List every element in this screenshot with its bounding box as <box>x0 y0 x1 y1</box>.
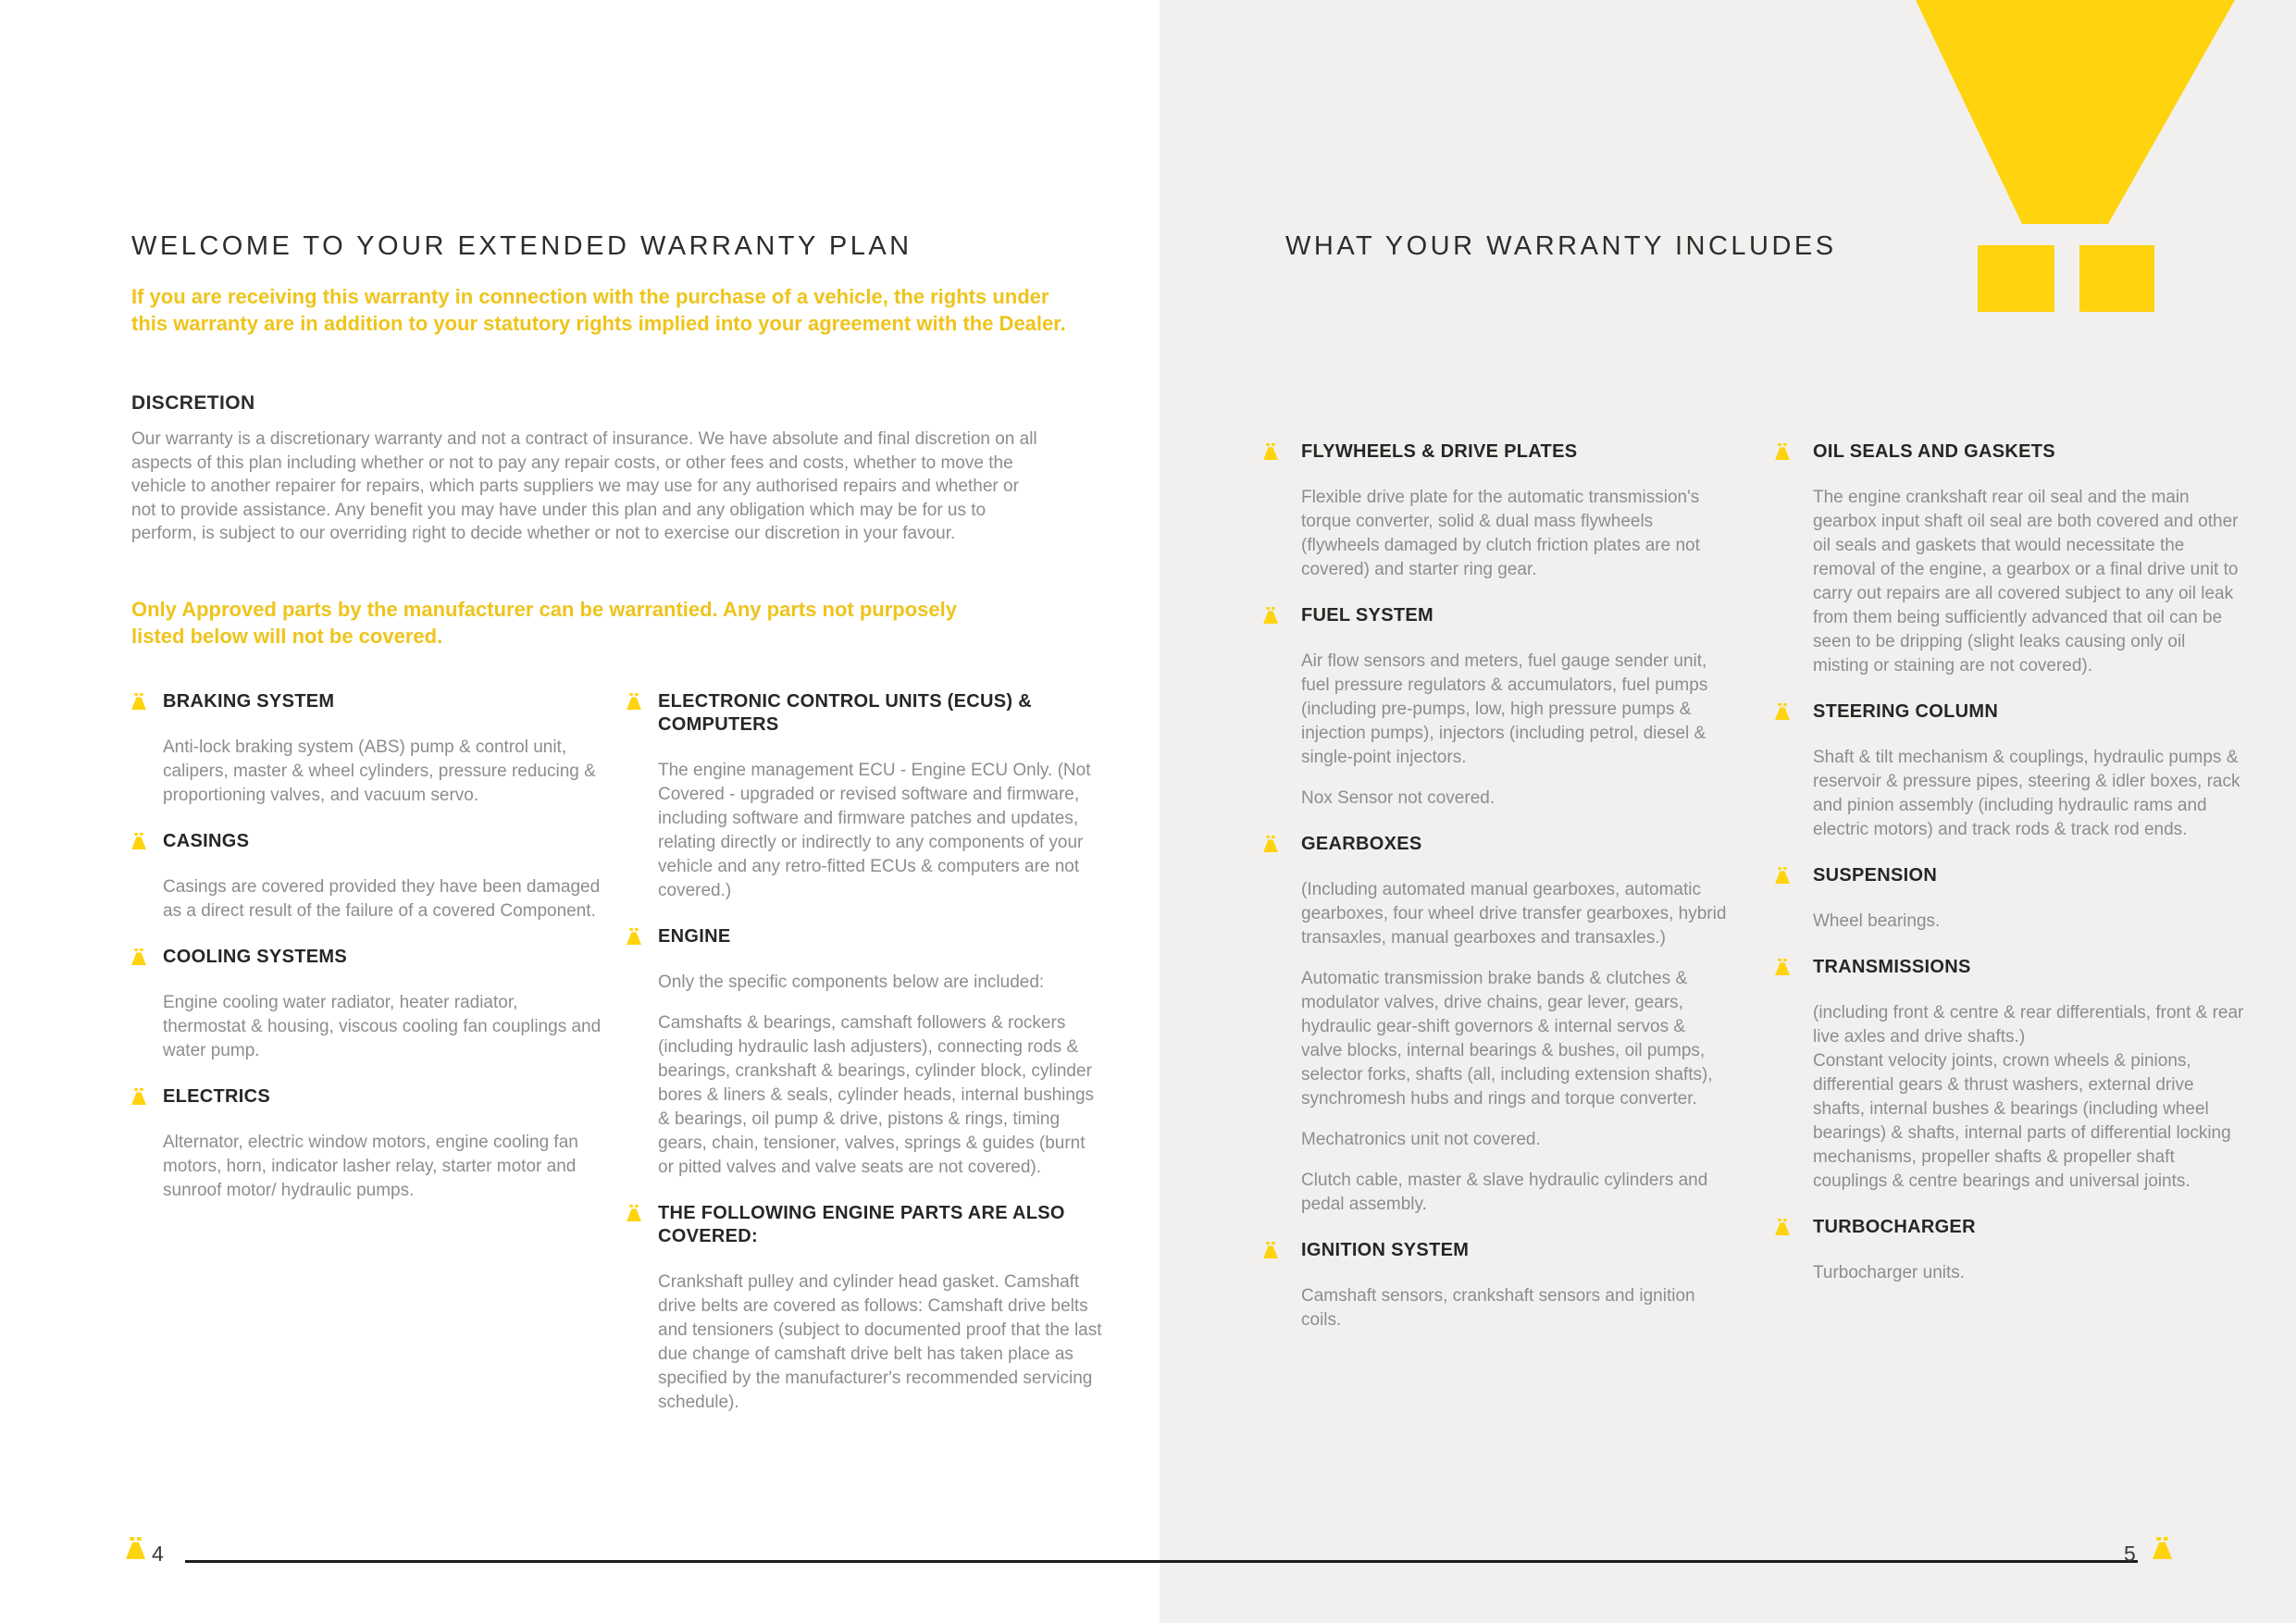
page-number-right: 5 <box>2124 1542 2136 1566</box>
right-page-title: WHAT YOUR WARRANTY INCLUDES <box>1285 231 1837 261</box>
brand-bullet-icon <box>131 946 163 1063</box>
item-paragraph: Casings are covered provided they have been damaged as a direct result of the failure of a covered Component. <box>163 877 601 921</box>
discretion-body: Our warranty is a discretionary warranty and not a contract of insurance. We have absolute and final discretion on all aspects of this plan including whether or not to pay any repair costs, or other fees and costs, whether to move the vehicle to another repairer for repairs, which parts suppliers we may use for any authorised repairs and whether or not to provide assistance. Any benefit you may have under this plan and any obligation which may be for us to perform, is subject to our overriding right to decide whether or not to exercise our discretion in your favour. <box>131 429 1037 543</box>
discretion-heading: DISCRETION <box>131 392 255 414</box>
brand-bullet-icon <box>131 690 163 808</box>
right-page-column-1 <box>1263 440 1731 1355</box>
item-paragraph: Wheel bearings. <box>1813 911 1941 931</box>
item-heading: COOLING SYSTEMS <box>163 947 347 967</box>
left-page-column-2 <box>627 690 1103 1437</box>
item-heading: SUSPENSION <box>1813 865 1938 886</box>
page-number-left: 4 <box>152 1542 164 1566</box>
item-paragraph: Air flow sensors and meters, fuel gauge sender unit, fuel pressure regulators & accumulators, fuel pumps (including pre-pumps, low, high pressure pumps & injection pumps), injectors (including petrol, diesel & single-point injectors. <box>1301 651 1708 767</box>
brand-bullet-icon <box>1263 1239 1301 1332</box>
warranty-item <box>131 946 602 1063</box>
item-paragraph: Engine cooling water radiator, heater radiator, thermostat & housing, viscous cooling fan couplings and water pump. <box>163 993 602 1060</box>
brand-bullet-icon <box>131 1085 163 1203</box>
item-paragraph: Camshafts & bearings, camshaft followers & rockers (including hydraulic lash adjusters), connecting rods & bearings, crankshaft & bearings, cylinder block, cylinder bores & liners & seals, cylinder heads, internal bushings & bearings, oil pump & drive, pistons & rings, timing gears, chain, tensioner, valves, springs & guides (burnt or pitted valves and valve seats are not covered). <box>658 1013 1095 1177</box>
item-heading: STEERING COLUMN <box>1813 701 1999 722</box>
item-paragraph: Clutch cable, master & slave hydraulic cylinders and pedal assembly. <box>1301 1171 1708 1214</box>
brand-bullet-icon <box>1263 604 1301 811</box>
intro-highlight-text: If you are receiving this warranty in connection with the purchase of a vehicle, the rights under this warranty are in addition to your statutory rights implied into your agreement with the Dealer. <box>131 285 1066 335</box>
item-heading: FUEL SYSTEM <box>1301 605 1433 626</box>
item-paragraph: Crankshaft pulley and cylinder head gasket. Camshaft drive belts are covered as follows: Camshaft drive belts and tensioners (subject to documented proof that the last due change of camshaft drive belt has taken place as specified by the manufacturer's recommended servicing schedule). <box>658 1272 1102 1412</box>
brand-bullet-icon <box>627 690 658 903</box>
item-heading: ENGINE <box>658 926 731 947</box>
brand-bullet-icon <box>1775 956 1813 1194</box>
item-heading: TRANSMISSIONS <box>1813 957 1971 977</box>
item-heading: IGNITION SYSTEM <box>1301 1240 1470 1260</box>
item-heading: TURBOCHARGER <box>1813 1217 1976 1237</box>
warranty-item <box>1263 1239 1731 1332</box>
item-paragraph: (including front & centre & rear differentials, front & rear live axles and drive shafts.) <box>1813 1003 2244 1047</box>
brand-bullet-icon <box>627 925 658 1180</box>
left-page-column-1 <box>131 690 602 1225</box>
brand-bullet-icon <box>627 1202 658 1415</box>
warranty-item <box>627 1202 1103 1415</box>
item-heading: ELECTRICS <box>163 1086 271 1107</box>
right-page-column-2 <box>1775 440 2245 1307</box>
brand-logo <box>1916 0 2235 312</box>
footer-rule <box>185 1560 2138 1563</box>
brand-bullet-icon <box>1775 864 1813 934</box>
item-paragraph: (Including automated manual gearboxes, automatic gearboxes, four wheel drive transfer gearboxes, hybrid transaxles, manual gearboxes and transaxles.) <box>1301 880 1727 948</box>
item-paragraph: Alternator, electric window motors, engine cooling fan motors, horn, indicator lasher relay, starter motor and sunroof motor/ hydraulic pumps. <box>163 1133 578 1200</box>
warranty-item <box>131 830 602 923</box>
item-heading: ELECTRONIC CONTROL UNITS (ECUS) & COMPUTERS <box>658 691 1032 735</box>
left-page-title: WELCOME TO YOUR EXTENDED WARRANTY PLAN <box>131 231 912 261</box>
item-paragraph: Anti-lock braking system (ABS) pump & control unit, calipers, master & wheel cylinders, pressure reducing & proportioning valves, and vacuum servo. <box>163 737 596 805</box>
item-paragraph: The engine crankshaft rear oil seal and the main gearbox input shaft oil seal are both covered and other oil seals and gaskets that would necessitate the removal of the engine, a gearbox or a final drive unit to carry out repairs are all covered subject to any oil leak from them being sufficiently advanced that oil can be seen to be dripping (slight leaks causing only oil misting or staining are not covered). <box>1813 488 2239 675</box>
item-paragraph: Turbocharger units. <box>1813 1263 1966 1282</box>
item-paragraph: Automatic transmission brake bands & clutches & modulator valves, drive chains, gear lever, gears, hydraulic gear-shift governors & internal servos & valve blocks, internal bearings & bushes, oil pumps, selector forks, shafts (all, including extension shafts), synchromesh hubs and rings and torque converter. <box>1301 969 1713 1109</box>
brand-bullet-icon <box>1263 833 1301 1217</box>
item-heading: CASINGS <box>163 831 250 851</box>
item-heading: THE FOLLOWING ENGINE PARTS ARE ALSO COVERED: <box>658 1203 1065 1246</box>
item-paragraph: Mechatronics unit not covered. <box>1301 1130 1541 1149</box>
footer-brand-bullet-icon <box>2153 1537 2172 1559</box>
warranty-item <box>1775 440 2245 678</box>
approved-parts-note: Only Approved parts by the manufacturer can be warrantied. Any parts not purposely listed below will not be covered. <box>131 598 957 648</box>
warranty-item <box>1775 1216 2245 1285</box>
warranty-item <box>627 690 1103 903</box>
item-paragraph: The engine management ECU - Engine ECU Only. (Not Covered - upgraded or revised software and firmware, including software and firmware patches and updates, relating directly or indirectly to any components of your vehicle and any retro-fitted ECUs & computers are not covered.) <box>658 761 1091 900</box>
item-paragraph: Only the specific components below are included: <box>658 973 1045 992</box>
item-paragraph: Flexible drive plate for the automatic transmission's torque converter, solid & dual mass flywheels (flywheels damaged by clutch friction plates are not covered) and starter ring gear. <box>1301 488 1700 579</box>
item-heading: FLYWHEELS & DRIVE PLATES <box>1301 441 1578 462</box>
warranty-item <box>131 1085 602 1203</box>
brand-bullet-icon <box>131 830 163 923</box>
brand-bullet-icon <box>1775 1216 1813 1285</box>
warranty-item <box>1263 604 1731 811</box>
item-paragraph: Shaft & tilt mechanism & couplings, hydraulic pumps & reservoir & pressure pipes, steering & idler boxes, rack and pinion assembly (including hydraulic rams and electric motors) and track rods & track rod ends. <box>1813 748 2240 839</box>
footer-brand-bullet-icon <box>126 1537 145 1559</box>
warranty-item <box>1775 956 2245 1194</box>
brand-bullet-icon <box>1775 440 1813 678</box>
brand-bullet-icon <box>1263 440 1301 582</box>
item-paragraph: Constant velocity joints, crown wheels & pinions, differential gears & thrust washers, external drive shafts, internal bushes & bearings (including wheel bearings) & shafts, internal parts of differential locking mechanisms, propeller shafts & propeller shaft couplings & centre bearings and universal joints. <box>1813 1051 2231 1191</box>
item-heading: BRAKING SYSTEM <box>163 691 335 712</box>
warranty-item <box>627 925 1103 1180</box>
warranty-item <box>131 690 602 808</box>
warranty-item <box>1775 700 2245 842</box>
warranty-item <box>1263 440 1731 582</box>
item-heading: OIL SEALS AND GASKETS <box>1813 441 2055 462</box>
brand-bullet-icon <box>1775 700 1813 842</box>
item-paragraph: Camshaft sensors, crankshaft sensors and ignition coils. <box>1301 1286 1695 1330</box>
warranty-item <box>1263 833 1731 1217</box>
warranty-item <box>1775 864 2245 934</box>
item-heading: GEARBOXES <box>1301 834 1422 854</box>
item-paragraph: Nox Sensor not covered. <box>1301 788 1496 808</box>
